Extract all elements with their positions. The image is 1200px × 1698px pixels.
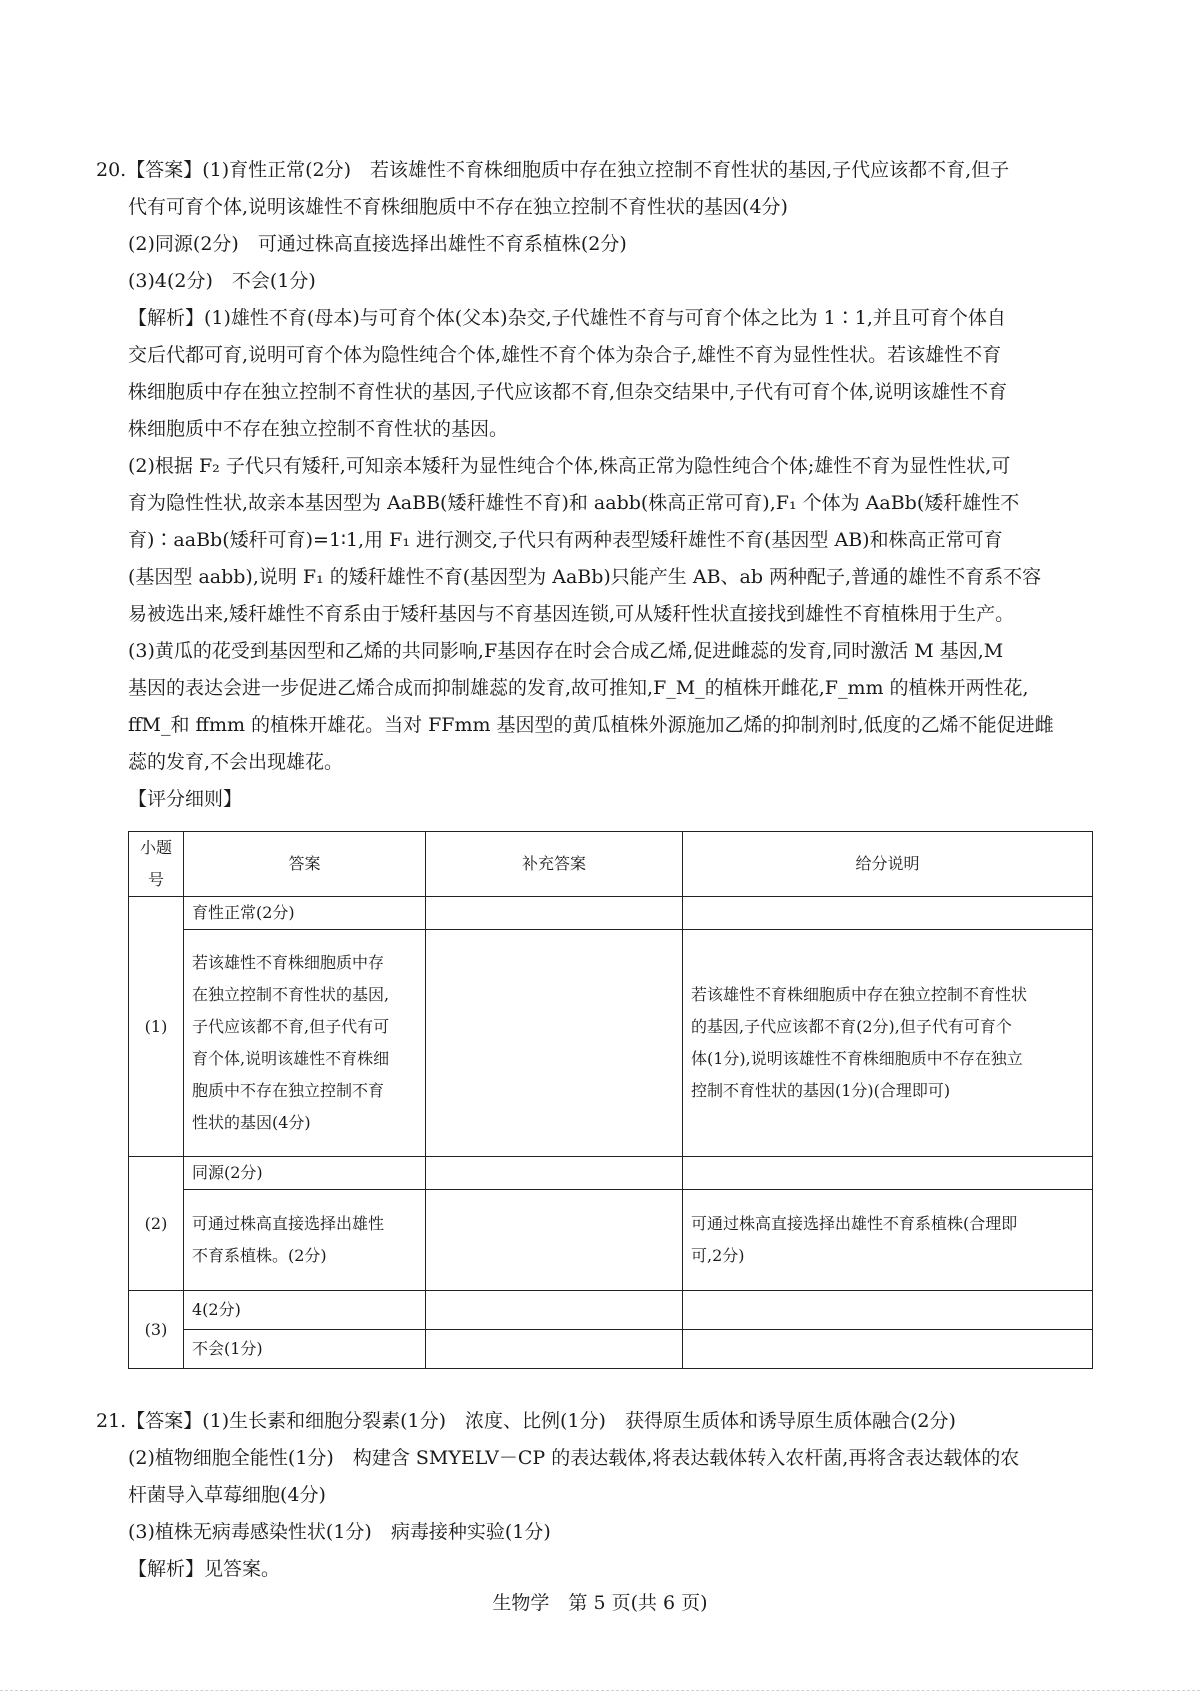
text-line: 株细胞质中存在独立控制不育性状的基因,子代应该都不育,但杂交结果中,子代有可育个体,说明该雄性不育 bbox=[128, 381, 1008, 403]
header-subquestion: 小题号 bbox=[129, 832, 184, 897]
row-number: (2) bbox=[129, 1157, 184, 1291]
supplement-cell bbox=[426, 1190, 683, 1291]
table-row bbox=[129, 930, 1093, 1157]
text-line: (3)黄瓜的花受到基因型和乙烯的共同影响,F基因存在时会合成乙烯,促进雌蕊的发育,同时激活 M 基因,M bbox=[128, 640, 1004, 662]
answer-cell bbox=[184, 1190, 426, 1291]
text-line: 株细胞质中不存在独立控制不育性状的基因。 bbox=[128, 418, 509, 440]
table-row bbox=[129, 1330, 1093, 1369]
text-line: 易被选出来,矮秆雄性不育系由于矮秆基因与不育基因连锁,可从矮秆性状直接找到雄性不育植株用于生产。 bbox=[128, 603, 1015, 625]
cell-line: 控制不育性状的基因(1分)(合理即可) bbox=[691, 1081, 951, 1100]
text-line: (2)根据 F₂ 子代只有矮秆,可知亲本矮秆为显性纯合个体,株高正常为隐性纯合个体;雄性不育为显性性状,可 bbox=[128, 455, 1011, 477]
table-row bbox=[129, 1190, 1093, 1291]
cell-line: 不育系植株。(2分) bbox=[192, 1246, 327, 1265]
table-row bbox=[129, 897, 1093, 930]
page-footer: 生物学 第 5 页(共 6 页) bbox=[492, 1592, 708, 1614]
q20-answer bbox=[96, 152, 1093, 189]
cell-line: 育个体,说明该雄性不育株细 bbox=[192, 1049, 390, 1068]
text-line: 交后代都可育,说明可育个体为隐性纯合个体,雄性不育个体为杂合子,雄性不育为显性性状。若该雄性不育 bbox=[128, 344, 1002, 366]
text-line: 蕊的发育,不会出现雄花。 bbox=[128, 751, 344, 773]
supplement-cell bbox=[426, 897, 683, 930]
q21-answer-cont bbox=[128, 1440, 1093, 1588]
supplement-cell bbox=[426, 1330, 683, 1369]
answer-cell: 4(2分) bbox=[184, 1291, 426, 1330]
scan-edge bbox=[0, 1690, 1200, 1692]
cell-line: 若该雄性不育株细胞质中存在独立控制不育性状 bbox=[691, 985, 1028, 1004]
cell-line: 可通过株高直接选择出雄性不育系植株(合理即 bbox=[691, 1214, 1018, 1233]
answer-cell: 不会(1分) bbox=[184, 1330, 426, 1369]
cell-line: 性状的基因(4分) bbox=[192, 1113, 311, 1132]
cell-line: 可,2分) bbox=[691, 1246, 745, 1265]
table-header-row bbox=[129, 832, 1093, 897]
cell-line: 的基因,子代应该都不育(2分),但子代有可育个 bbox=[691, 1017, 1012, 1036]
cell-line: 在独立控制不育性状的基因, bbox=[192, 985, 390, 1004]
q21-answer bbox=[96, 1403, 1093, 1440]
table-row bbox=[129, 1291, 1093, 1330]
cell-line: 若该雄性不育株细胞质中存 bbox=[192, 953, 385, 972]
supplement-cell bbox=[426, 1157, 683, 1190]
cell-line: 胞质中不存在独立控制不育 bbox=[192, 1081, 385, 1100]
text-line: 代有可育个体,说明该雄性不育株细胞质中不存在独立控制不育性状的基因(4分) bbox=[128, 196, 788, 218]
header-answer: 答案 bbox=[184, 832, 426, 897]
text-line: (2)同源(2分) 可通过株高直接选择出雄性不育系植株(2分) bbox=[128, 233, 627, 255]
text-line: ffM_和 ffmm 的植株开雄花。当对 FFmm 基因型的黄瓜植株外源施加乙烯的抑制剂时,低度的乙烯不能促进雌 bbox=[128, 714, 1054, 736]
q20-answer-cont bbox=[128, 189, 1093, 300]
cell-line: 可通过株高直接选择出雄性 bbox=[192, 1214, 385, 1233]
header-scoring: 给分说明 bbox=[683, 832, 1093, 897]
scoring-cell bbox=[683, 1330, 1093, 1369]
text-line: 育)∶aaBb(矮秆可育)=1∶1,用 F₁ 进行测交,子代只有两种表型矮秆雄性不育(基因型 AB)和株高正常可育 bbox=[128, 529, 1003, 551]
text-line: 基因的表达会进一步促进乙烯合成而抑制雄蕊的发育,故可推知,F_M_的植株开雌花,F_mm 的植株开两性花, bbox=[128, 677, 1029, 699]
text-line: (基因型 aabb),说明 F₁ 的矮秆雄性不育(基因型为 AaBb)只能产生 AB、ab 两种配子,普通的雄性不育系不容 bbox=[128, 566, 1042, 588]
text-line: 【解析】见答案。 bbox=[128, 1558, 281, 1580]
text-line: 育为隐性性状,故亲本基因型为 AaBB(矮秆雄性不育)和 aabb(株高正常可育),F₁ 个体为 AaBb(矮秆雄性不 bbox=[128, 492, 1020, 514]
scoring-cell bbox=[683, 1291, 1093, 1330]
text-line: 杆菌导入草莓细胞(4分) bbox=[128, 1484, 326, 1506]
answer-cell: 同源(2分) bbox=[184, 1157, 426, 1190]
scoring-cell bbox=[683, 1190, 1093, 1291]
table-row bbox=[129, 1157, 1093, 1190]
text-line: (3)植株无病毒感染性状(1分) 病毒接种实验(1分) bbox=[128, 1521, 551, 1543]
rubric-table bbox=[128, 831, 1093, 1369]
scoring-cell bbox=[683, 930, 1093, 1157]
supplement-cell bbox=[426, 930, 683, 1157]
text-line: (2)植物细胞全能性(1分) 构建含 SMYELV－CP 的表达载体,将表达载体转入农杆菌,再将含表达载体的农 bbox=[128, 1447, 1020, 1469]
cell-line: 子代应该都不育,但子代有可 bbox=[192, 1017, 390, 1036]
text-line: (3)4(2分) 不会(1分) bbox=[128, 270, 316, 292]
answer-cell bbox=[184, 930, 426, 1157]
text-line: 20.【答案】(1)育性正常(2分) 若该雄性不育株细胞质中存在独立控制不育性状的基因,子代应该都不育,但子 bbox=[96, 159, 1010, 181]
scoring-cell bbox=[683, 897, 1093, 930]
answer-cell: 育性正常(2分) bbox=[184, 897, 426, 930]
row-number: (1) bbox=[129, 897, 184, 1157]
scoring-cell bbox=[683, 1157, 1093, 1190]
text-line: 【解析】(1)雄性不育(母本)与可育个体(父本)杂交,子代雄性不育与可育个体之比为 1∶1,并且可育个体自 bbox=[128, 307, 1006, 329]
text-line: 21.【答案】(1)生长素和细胞分裂素(1分) 浓度、比例(1分) 获得原生质体和诱导原生质体融合(2分) bbox=[96, 1410, 956, 1432]
cell-line: 体(1分),说明该雄性不育株细胞质中不存在独立 bbox=[691, 1049, 1023, 1068]
rubric-title: 【评分细则】 bbox=[128, 788, 243, 810]
q20-analysis bbox=[128, 300, 1093, 818]
header-supplement: 补充答案 bbox=[426, 832, 683, 897]
supplement-cell bbox=[426, 1291, 683, 1330]
row-number: (3) bbox=[129, 1291, 184, 1369]
